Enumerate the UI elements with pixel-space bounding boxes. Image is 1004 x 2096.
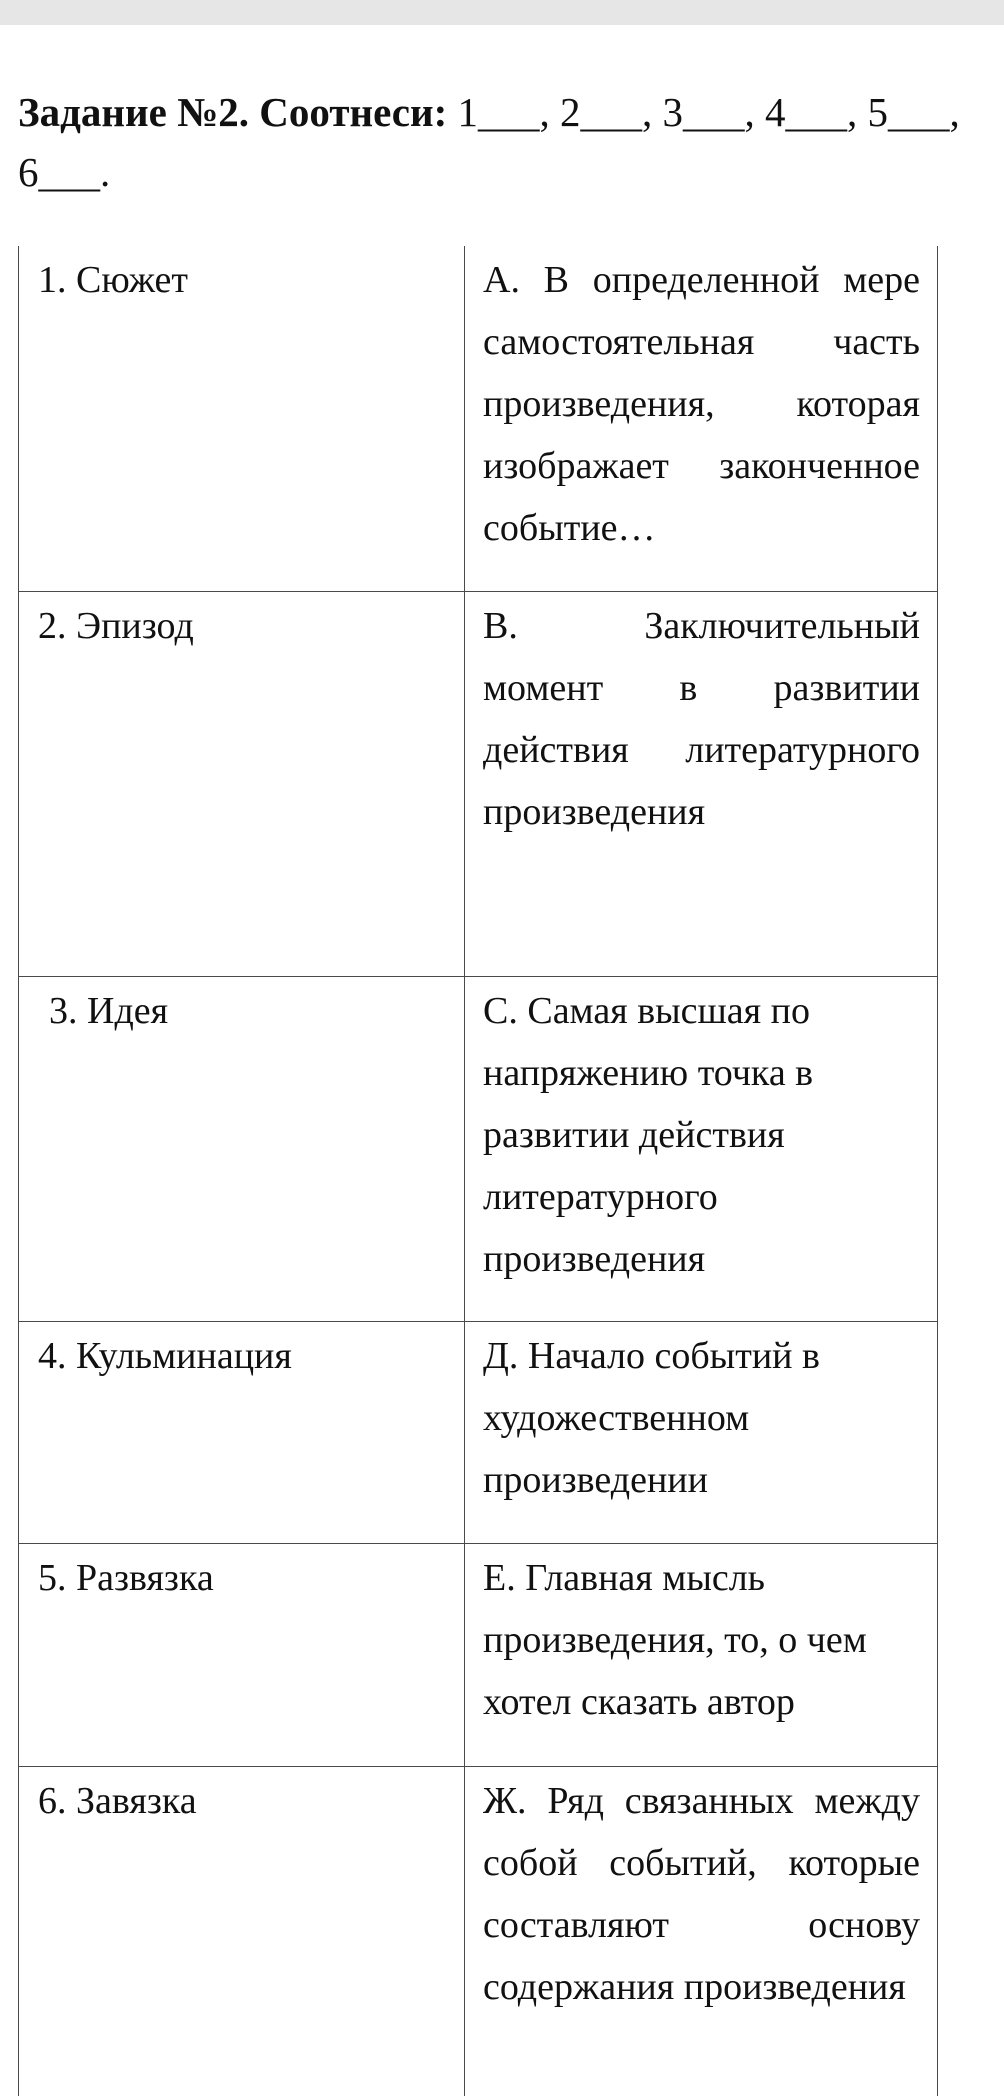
definition-text: А. В определенной мере самостоятельная часть произведения, которая изображает законченное событие… (483, 259, 920, 549)
definition-text: Д. Начало событий в художественном произведении (483, 1334, 820, 1501)
definition-cell (465, 1543, 938, 1766)
table-row (19, 976, 938, 1321)
term-text: 3. Идея (49, 989, 169, 1032)
definition-text: Е. Главная мысль произведения, то, о чем хотел сказать автор (483, 1556, 867, 1723)
task-heading: Задание №2. Соотнеси: (18, 89, 448, 135)
term-cell (19, 591, 465, 976)
top-bar (0, 0, 1004, 25)
table-row (19, 1766, 938, 2096)
term-text: 2. Эпизод (38, 604, 194, 647)
answer-template: 1___, 2___, 3___, 4___, 5___, 6___. (18, 89, 960, 195)
definition-text: В. Заключительный момент в развитии действия литературного произведения (483, 604, 920, 833)
definition-cell (465, 976, 938, 1321)
definition-cell (465, 246, 938, 591)
term-cell (19, 1543, 465, 1766)
table-row (19, 1321, 938, 1543)
definition-text: Ж. Ряд связанных между собой событий, которые составляют основу содержания произведения (483, 1779, 920, 2008)
term-text: 6. Завязка (38, 1779, 197, 1822)
task-title (18, 82, 978, 202)
matching-table (18, 246, 938, 2096)
table-row (19, 591, 938, 976)
definition-cell (465, 1766, 938, 2096)
definition-cell (465, 591, 938, 976)
term-cell (19, 1766, 465, 2096)
term-text: 5. Развязка (38, 1556, 214, 1599)
term-cell (19, 246, 465, 591)
term-text: 1. Сюжет (38, 259, 189, 301)
definition-cell (465, 1321, 938, 1543)
term-text: 4. Кульминация (38, 1334, 292, 1377)
table-row (19, 246, 938, 591)
table-row (19, 1543, 938, 1766)
definition-text: С. Самая высшая по напряжению точка в развитии действия литературного произведения (483, 989, 814, 1280)
term-cell (19, 1321, 465, 1543)
term-cell (19, 976, 465, 1321)
